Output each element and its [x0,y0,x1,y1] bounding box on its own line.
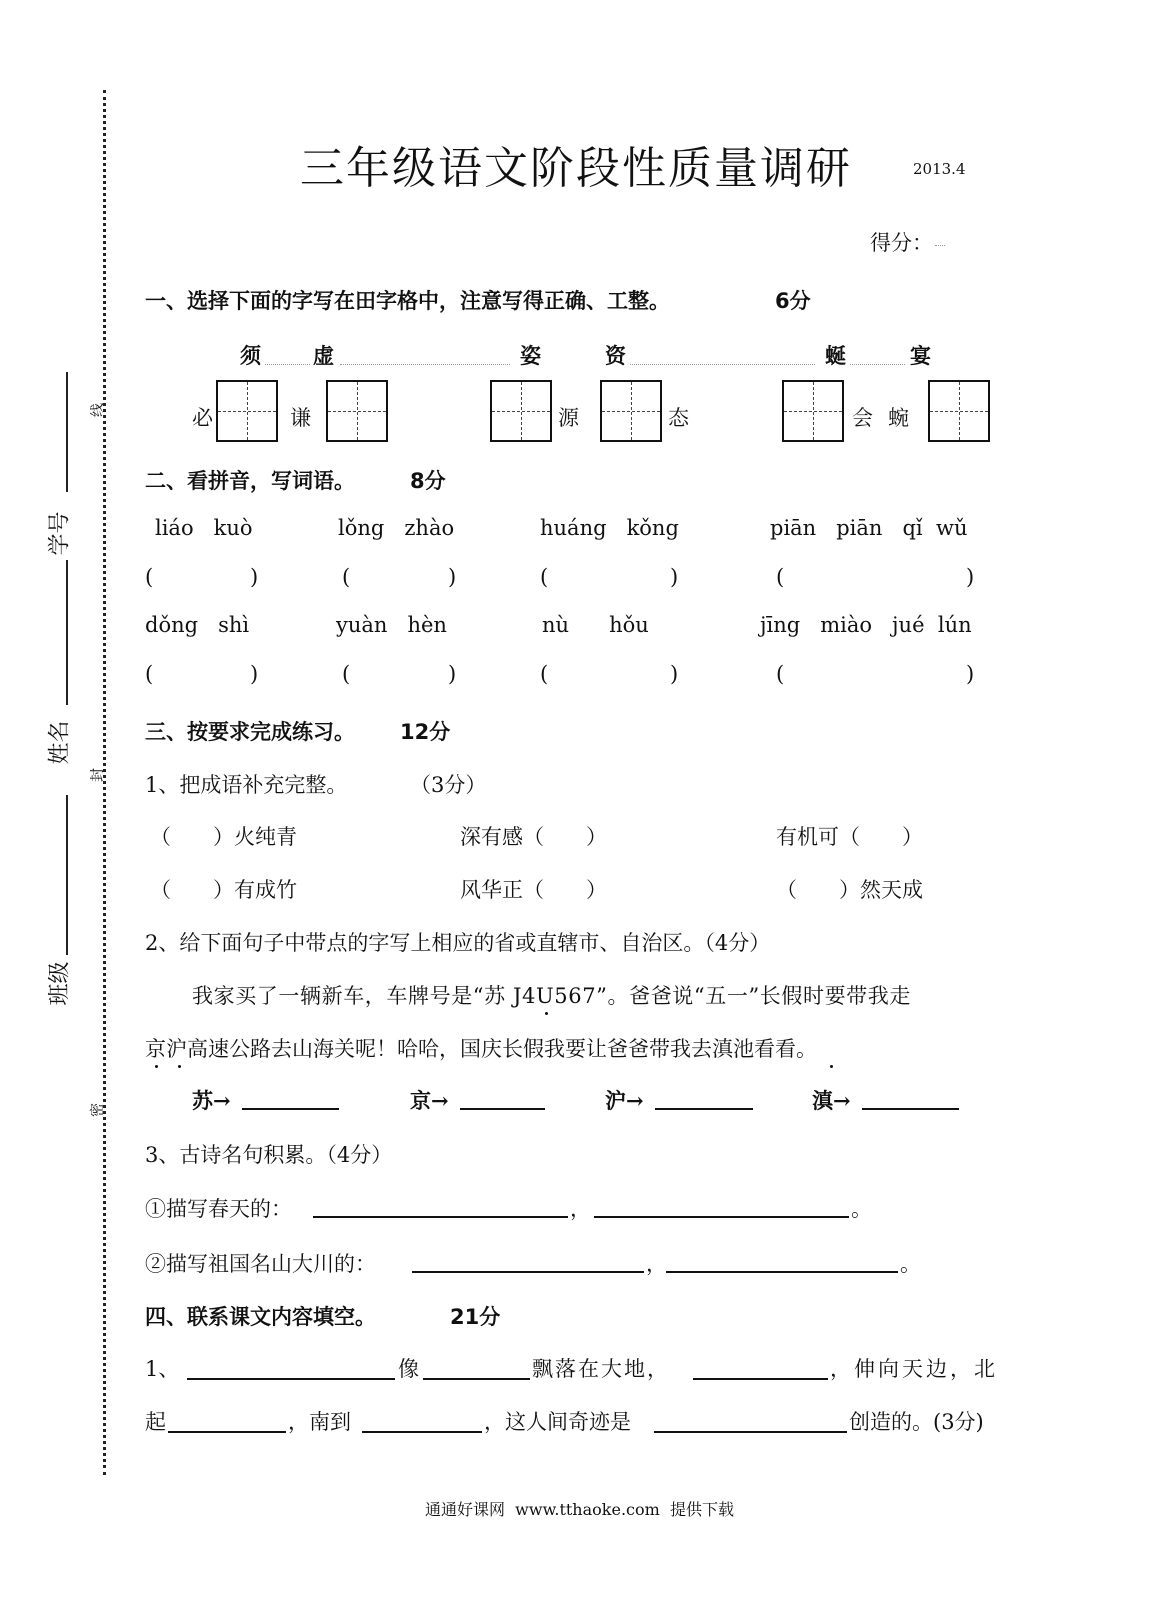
paren-open: ( [145,662,154,686]
section1-points: 6分 [775,289,811,313]
tianzige-box[interactable] [216,380,278,442]
student-no-label: 学号 [47,511,73,556]
q2-passage-line1: 我家买了一辆新车，车牌号是“苏 J4U567”。爸爸说“五一”长假时要带我走 [192,984,911,1008]
option-char: 宴 [910,343,931,368]
tianzige-box[interactable] [326,380,388,442]
paren-open: ( [540,565,549,589]
fill-blank[interactable] [362,1431,482,1433]
binding-dotted-line [103,90,106,1475]
idiom-item: 风华正（ ） [460,878,607,902]
poem-blank[interactable] [666,1271,898,1273]
s4-text: ，这人间奇迹是 [484,1410,631,1434]
option-char: 蜒 [825,343,846,368]
emphasis-dot [155,1065,158,1068]
paren-close: ) [966,565,975,589]
comma: ， [570,1197,591,1221]
footer-source: 通通好课网 www.tthaoke.com 提供下载 [425,1500,734,1519]
pinyin-item: lǒng zhào [338,516,455,540]
dotted-spacer [630,364,815,365]
paren-close: ) [448,662,457,686]
q3-spring-label: ①描写春天的： [145,1197,292,1221]
s4-line1-start: 1、 [145,1357,180,1381]
idiom-item: （ ）火纯青 [150,825,297,849]
paren-close: ) [966,662,975,686]
fill-blank[interactable] [187,1378,395,1380]
section1-heading: 一、选择下面的字写在田字格中，注意写得正确、工整。 [145,289,670,313]
tianzige-box[interactable] [782,380,844,442]
dotted-spacer [850,364,905,365]
name-line [66,560,68,705]
section3-points: 12分 [400,720,451,744]
fill-blank[interactable] [862,1108,959,1110]
paren-open: ( [540,662,549,686]
box-label: 必 [192,406,213,430]
box-label: 态 [668,406,689,430]
seal-mark-mid: 封 [90,768,106,782]
paren-close: ) [670,565,679,589]
tianzige-box[interactable] [928,380,990,442]
fill-blank[interactable] [655,1108,753,1110]
paren-open: ( [776,662,785,686]
fill-blank[interactable] [693,1378,828,1380]
poem-blank[interactable] [594,1216,849,1218]
dotted-spacer [265,364,310,365]
section4-heading: 四、联系课文内容填空。 [145,1305,376,1329]
fill-label: 滇→ [812,1088,851,1113]
s4-text: ，伸向天边，北 [830,1357,998,1381]
emphasis-dot [178,1065,181,1068]
s4-text: 起 [145,1410,166,1434]
box-label: 源 [558,406,579,430]
q3-landscape-label: ②描写祖国名山大川的： [145,1252,376,1276]
fill-blank[interactable] [460,1108,545,1110]
section4-points: 21分 [450,1305,501,1329]
period: 。 [900,1252,921,1276]
q2-passage-line2: 京沪高速公路去山海关呢！哈哈，国庆长假我要让爸爸带我去滇池看看。 [145,1037,817,1061]
exam-date: 2013.4 [913,160,966,178]
pinyin-item: yuàn hèn [336,613,447,637]
pinyin-item: jīng miào jué lún [760,613,972,637]
class-line [66,795,68,955]
student-no-line [66,372,68,492]
paren-open: ( [145,565,154,589]
q1-points: （3分） [410,773,487,797]
pinyin-item: nù hǒu [542,613,649,637]
tianzige-box[interactable] [600,380,662,442]
paren-close: ) [250,565,259,589]
fill-blank[interactable] [168,1431,286,1433]
seal-mark-top: 线 [90,403,106,417]
s4-text: 像 [398,1357,419,1381]
idiom-item: 深有感（ ） [460,825,607,849]
seal-mark-bottom: 密 [90,1103,106,1117]
fill-label: 京→ [410,1088,449,1113]
option-char: 须 [240,343,261,368]
paren-open: ( [342,662,351,686]
comma: ， [646,1252,667,1276]
class-label: 班级 [47,961,73,1006]
paren-open: ( [342,565,351,589]
emphasis-dot [830,1065,833,1068]
q2-prompt: 2、给下面句子中带点的字写上相应的省或直辖市、自治区。（4分） [145,931,771,955]
score-blank[interactable] [935,245,945,246]
dotted-spacer [340,364,510,365]
box-label: 蜿 [888,406,909,430]
q3-prompt: 3、古诗名句积累。（4分） [145,1143,393,1167]
fill-label: 沪→ [605,1088,644,1113]
tianzige-box[interactable] [490,380,552,442]
option-char: 虚 [313,343,334,368]
pinyin-item: liáo kuò [155,516,253,540]
box-label: 谦 [290,406,311,430]
box-label: 会 [852,406,873,430]
paren-open: ( [776,565,785,589]
idiom-item: （ ）有成竹 [150,878,297,902]
option-char: 姿 [520,343,541,368]
s4-text: 创造的。(3分) [849,1410,984,1434]
section3-heading: 三、按要求完成练习。 [145,720,355,744]
section2-heading: 二、看拼音，写词语。 [145,469,355,493]
pinyin-item: piān piān qǐ wǔ [770,516,968,540]
name-label: 姓名 [47,720,73,765]
s4-text: ，南到 [288,1410,351,1434]
paren-close: ) [448,565,457,589]
paren-close: ) [670,662,679,686]
pinyin-item: dǒng shì [145,613,250,637]
pinyin-item: huáng kǒng [540,516,679,540]
period: 。 [851,1197,872,1221]
option-char: 资 [605,343,626,368]
fill-blank[interactable] [242,1108,339,1110]
emphasis-dot [545,1012,548,1015]
poem-blank[interactable] [412,1271,644,1273]
s4-text: 飘落在大地， [532,1357,670,1381]
poem-blank[interactable] [313,1216,568,1218]
q1-prompt: 1、把成语补充完整。 [145,773,348,797]
fill-blank[interactable] [654,1431,847,1433]
idiom-item: 有机可（ ） [776,825,923,849]
score-label: 得分： [870,231,933,255]
fill-label: 苏→ [192,1088,231,1113]
idiom-item: （ ）然天成 [776,878,923,902]
fill-blank[interactable] [423,1378,530,1380]
page-title: 三年级语文阶段性质量调研 [300,143,852,194]
section2-points: 8分 [410,469,446,493]
paren-close: ) [250,662,259,686]
